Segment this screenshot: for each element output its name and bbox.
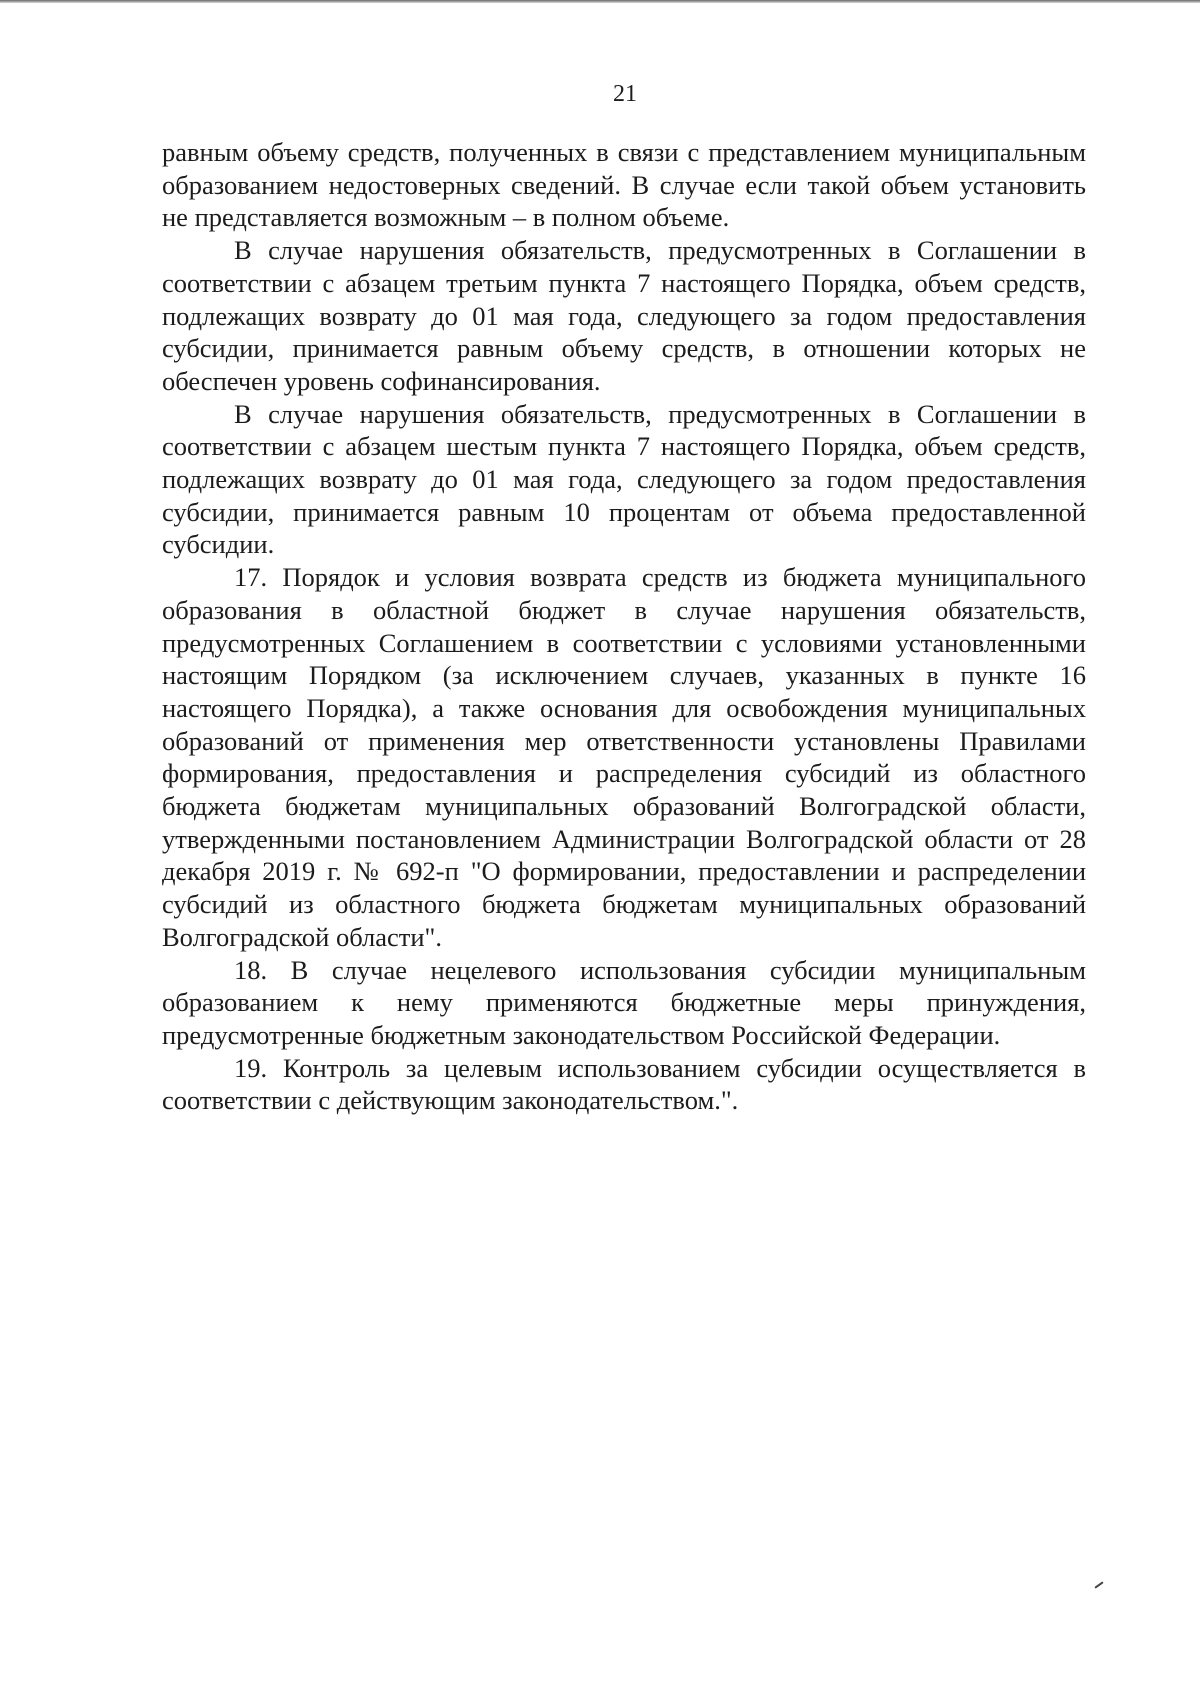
paragraph-violation-clause-3: В случае нарушения обязательств, предусмотренных в Соглашении в соответствии с абзацем третьим пункта 7 настоящего Порядка, объем средств, подлежащих возврату до 01 мая года, следующего за годом предоставления субсидии, принимается равным объему средств, в отношении которых не обеспечен уровень софинансирования.	[162, 235, 1086, 396]
paragraph-continuation: равным объему средств, полученных в связи с представлением муниципальным образованием недостоверных сведений. В случае если такой объем установить не представляется возможным – в полном объеме.	[162, 137, 1086, 233]
scan-edge-shadow	[0, 0, 1200, 3]
document-body	[162, 136, 1086, 1117]
paragraph-item-17: 17. Порядок и условия возврата средств из бюджета муниципального образования в областной бюджет в случае нарушения обязательств, предусмотренных Соглашением в соответствии с условиями установленными настоящим Порядком (за исключением случаев, указанных в пункте 16 настоящего Порядка), а также основания для освобождения муниципальных образований от применения мер ответственности установлены Правилами формирования, предоставления и распределения субсидий из областного бюджета бюджетам муниципальных образований Волгоградской области, утвержденными постановлением Администрации Волгоградской области от 28 декабря 2019 г. № 692-п "О формировании, предоставлении и распределении субсидий из областного бюджета бюджетам муниципальных образований Волгоградской области".	[162, 562, 1086, 952]
page-number: 21	[613, 81, 637, 107]
pen-mark	[1094, 1581, 1103, 1588]
paragraph-violation-clause-6: В случае нарушения обязательств, предусмотренных в Соглашении в соответствии с абзацем шестым пункта 7 настоящего Порядка, объем средств, подлежащих возврату до 01 мая года, следующего за годом предоставления субсидии, принимается равным 10 процентам от объема предоставленной субсидии.	[162, 398, 1086, 560]
paragraph-item-18: 18. В случае нецелевого использования субсидии муниципальным образованием к нему применяются бюджетные меры принуждения, предусмотренные бюджетным законодательством Российской Федерации.	[162, 954, 1086, 1050]
paragraph-item-19: 19. Контроль за целевым использованием субсидии осуществляется в соответствии с действующим законодательством.".	[162, 1052, 1086, 1116]
